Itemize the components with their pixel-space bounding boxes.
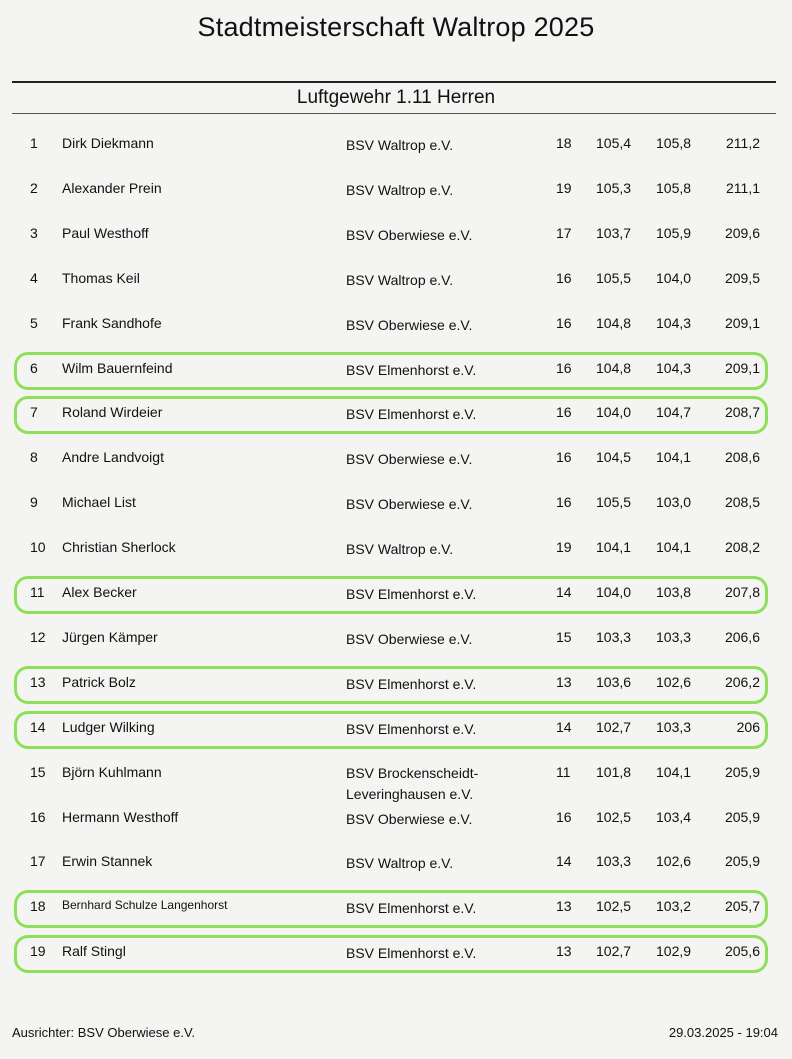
club-cell: BSV Oberwiese e.V. <box>346 316 473 333</box>
total-cell: 207,8 <box>724 584 760 600</box>
name-cell: Thomas Keil <box>62 269 140 286</box>
score-2-cell: 102,6 <box>656 673 692 690</box>
rank-cell: 18 <box>30 898 46 915</box>
shots-cell: 16 <box>556 404 572 421</box>
club-cell: BSV Elmenhorst e.V. <box>346 406 477 423</box>
rank-cell: 19 <box>30 943 46 960</box>
club-cell: BSV Waltrop e.V. <box>346 181 454 198</box>
club-cell: BSV Elmenhorst e.V. <box>346 720 477 737</box>
club-cell: BSV Oberwiese e.V. <box>346 226 473 243</box>
shots-cell: 14 <box>556 584 572 600</box>
page-title: Stadtmeisterschaft Waltrop 2025 <box>197 12 595 42</box>
score-1-cell: 104,8 <box>596 314 632 331</box>
name-cell: Dirk Diekmann <box>62 135 154 151</box>
total-cell: 208,7 <box>724 404 760 421</box>
score-1-cell: 102,5 <box>596 808 632 825</box>
shots-cell: 16 <box>556 494 572 511</box>
name-cell: Wilm Bauernfeind <box>62 359 173 376</box>
shots-cell: 16 <box>556 269 572 286</box>
score-2-cell: 103,2 <box>656 898 692 915</box>
score-2-cell: 104,1 <box>656 763 692 780</box>
rank-cell: 7 <box>30 404 38 421</box>
score-1-cell: 105,3 <box>596 179 632 196</box>
total-cell: 205,6 <box>724 943 760 960</box>
shots-cell: 19 <box>556 539 572 556</box>
name-cell: Björn Kuhlmann <box>62 763 162 780</box>
rank-cell: 14 <box>30 718 46 735</box>
shots-cell: 17 <box>556 224 572 241</box>
score-1-cell: 105,4 <box>596 135 632 151</box>
club-cell: BSV Elmenhorst e.V. <box>346 945 477 962</box>
score-2-cell: 105,8 <box>656 179 692 196</box>
score-2-cell: 105,8 <box>656 135 692 151</box>
score-1-cell: 104,0 <box>596 404 632 421</box>
club-cell: BSV Elmenhorst e.V. <box>346 586 477 602</box>
name-cell: Jürgen Kämper <box>62 628 158 645</box>
total-cell: 208,2 <box>724 539 760 556</box>
name-cell: Ralf Stingl <box>62 943 126 960</box>
shots-cell: 14 <box>556 718 572 735</box>
total-cell: 206 <box>736 718 760 735</box>
rank-cell: 9 <box>30 494 38 511</box>
name-cell: Roland Wirdeier <box>62 404 163 421</box>
total-cell: 205,7 <box>724 898 760 915</box>
score-1-cell: 103,6 <box>596 673 632 690</box>
result-row <box>0 180 792 224</box>
score-1-cell: 104,5 <box>596 449 632 466</box>
total-cell: 211,2 <box>726 135 760 151</box>
rank-cell: 2 <box>30 179 38 196</box>
score-1-cell: 103,3 <box>596 628 632 645</box>
club-cell: BSV Elmenhorst e.V. <box>346 361 477 378</box>
total-cell: 208,5 <box>724 494 760 511</box>
score-1-cell: 103,3 <box>596 853 632 870</box>
score-2-cell: 104,0 <box>656 269 692 286</box>
rank-cell: 1 <box>30 135 38 151</box>
score-2-cell: 105,9 <box>656 224 692 241</box>
title-divider <box>12 81 776 83</box>
total-cell: 209,5 <box>724 269 760 286</box>
score-2-cell: 104,7 <box>656 404 692 421</box>
result-row <box>0 404 792 448</box>
result-row <box>0 943 792 987</box>
score-1-cell: 105,5 <box>596 494 632 511</box>
total-cell: 211,1 <box>726 179 760 196</box>
shots-cell: 16 <box>556 314 572 331</box>
score-1-cell: 104,8 <box>596 359 632 376</box>
organizer-note: Ausrichter: BSV Oberwiese e.V. <box>12 1025 196 1040</box>
shots-cell: 14 <box>556 853 572 870</box>
score-2-cell: 102,6 <box>656 853 692 870</box>
rank-cell: 4 <box>30 269 38 286</box>
score-1-cell: 105,5 <box>596 269 632 286</box>
score-1-cell: 102,7 <box>596 943 632 960</box>
rank-cell: 5 <box>30 314 38 331</box>
score-1-cell: 102,5 <box>596 898 632 915</box>
name-cell: Paul Westhoff <box>62 224 149 241</box>
score-2-cell: 104,3 <box>656 314 692 331</box>
score-1-cell: 101,8 <box>596 763 632 780</box>
shots-cell: 11 <box>556 763 571 780</box>
rank-cell: 10 <box>30 539 46 556</box>
result-row <box>0 135 792 179</box>
result-row <box>0 764 792 808</box>
name-cell: Hermann Westhoff <box>62 808 179 825</box>
shots-cell: 13 <box>556 898 572 915</box>
name-cell: Erwin Stannek <box>62 853 153 870</box>
name-cell: Andre Landvoigt <box>62 449 164 466</box>
rank-cell: 12 <box>30 628 46 645</box>
rank-cell: 11 <box>30 584 45 600</box>
name-cell: Frank Sandhofe <box>62 314 162 331</box>
total-cell: 209,1 <box>724 359 760 376</box>
result-row <box>0 225 792 269</box>
score-2-cell: 104,1 <box>656 449 692 466</box>
club-cell: BSV Waltrop e.V. <box>346 271 454 288</box>
score-2-cell: 103,3 <box>656 628 692 645</box>
club-cell: BSV Brockenscheidt- Leveringhausen e.V. <box>346 764 479 802</box>
discipline-heading: Luftgewehr 1.11 Herren <box>296 87 496 108</box>
shots-cell: 16 <box>556 808 572 825</box>
shots-cell: 16 <box>556 359 572 376</box>
score-2-cell: 103,8 <box>656 584 692 600</box>
result-row <box>0 584 792 628</box>
name-cell: Patrick Bolz <box>62 673 136 690</box>
total-cell: 208,6 <box>724 449 760 466</box>
result-row <box>0 719 792 763</box>
club-cell: BSV Oberwiese e.V. <box>346 810 473 827</box>
shots-cell: 19 <box>556 179 572 196</box>
shots-cell: 13 <box>556 673 572 690</box>
rank-cell: 15 <box>30 763 46 780</box>
rank-cell: 16 <box>30 808 46 825</box>
shots-cell: 18 <box>556 135 572 151</box>
name-cell: Ludger Wilking <box>62 718 155 735</box>
club-cell: BSV Elmenhorst e.V. <box>346 900 477 917</box>
score-2-cell: 104,3 <box>656 359 692 376</box>
score-2-cell: 103,0 <box>656 494 692 511</box>
total-cell: 206,6 <box>724 628 760 645</box>
rank-cell: 13 <box>30 673 46 690</box>
rank-cell: 3 <box>30 224 38 241</box>
shots-cell: 13 <box>556 943 572 960</box>
shots-cell: 16 <box>556 449 572 466</box>
total-cell: 209,6 <box>724 224 760 241</box>
name-cell: Christian Sherlock <box>62 539 176 556</box>
club-cell: BSV Waltrop e.V. <box>346 855 454 872</box>
score-1-cell: 102,7 <box>596 718 632 735</box>
result-row <box>0 494 792 538</box>
total-cell: 205,9 <box>724 808 760 825</box>
result-row <box>0 449 792 493</box>
total-cell: 205,9 <box>724 763 760 780</box>
score-2-cell: 103,4 <box>656 808 692 825</box>
score-2-cell: 104,1 <box>656 539 692 556</box>
result-row <box>0 270 792 314</box>
club-cell: BSV Waltrop e.V. <box>346 137 454 153</box>
print-timestamp: 29.03.2025 - 19:04 <box>668 1025 778 1040</box>
name-cell: Alexander Prein <box>62 179 162 196</box>
club-cell: BSV Oberwiese e.V. <box>346 630 473 647</box>
score-1-cell: 104,1 <box>596 539 632 556</box>
score-2-cell: 103,3 <box>656 718 692 735</box>
total-cell: 209,1 <box>724 314 760 331</box>
result-row <box>0 809 792 853</box>
name-cell: Alex Becker <box>62 584 137 600</box>
name-cell: Michael List <box>62 494 136 511</box>
rank-cell: 8 <box>30 449 38 466</box>
total-cell: 205,9 <box>724 853 760 870</box>
score-2-cell: 102,9 <box>656 943 692 960</box>
total-cell: 206,2 <box>724 673 760 690</box>
rank-cell: 6 <box>30 359 38 376</box>
rank-cell: 17 <box>30 853 46 870</box>
club-cell: BSV Oberwiese e.V. <box>346 451 473 468</box>
score-1-cell: 104,0 <box>596 584 632 600</box>
heading-divider <box>12 113 776 114</box>
club-cell: BSV Waltrop e.V. <box>346 541 454 558</box>
name-cell: Bernhard Schulze Langenhorst <box>62 898 228 913</box>
shots-cell: 15 <box>556 628 572 645</box>
score-1-cell: 103,7 <box>596 224 632 241</box>
club-cell: BSV Elmenhorst e.V. <box>346 675 477 692</box>
club-cell: BSV Oberwiese e.V. <box>346 496 473 513</box>
